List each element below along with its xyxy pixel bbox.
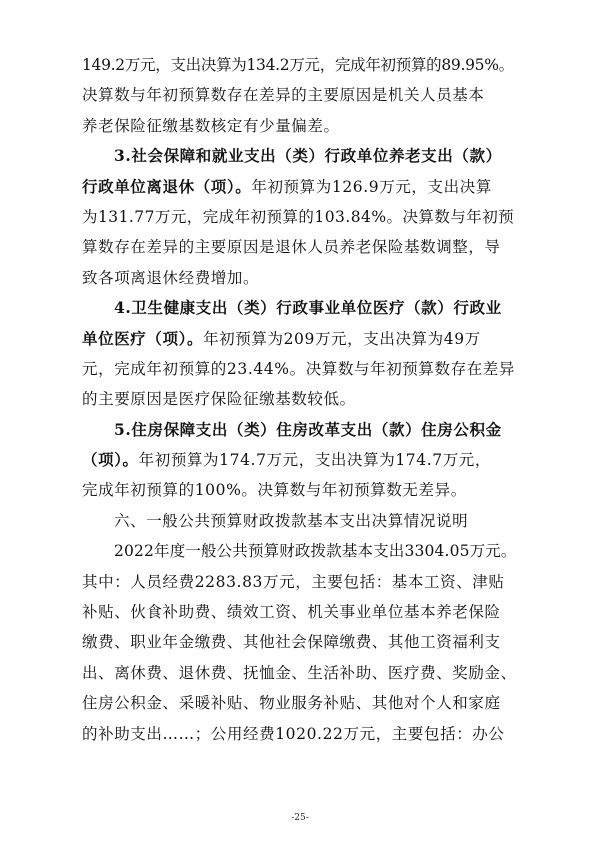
bold-text-segment: 单位医疗（项）。 xyxy=(82,328,204,348)
text-segment: 的主要原因是医疗保险征缴基数较低。 xyxy=(82,390,356,409)
bold-text-segment: 行政单位离退休（项）。 xyxy=(82,176,252,196)
text-line xyxy=(82,475,518,505)
text-segment: 缴费、职业年金缴费、其他社会保障缴费、其他工资福利支 xyxy=(82,633,501,652)
text-line xyxy=(82,415,518,445)
text-segment: 住房公积金、采暖补贴、物业服务补贴、其他对个人和家庭 xyxy=(82,694,501,713)
text-line xyxy=(82,597,518,627)
text-segment: 元，完成年初预算的23.44%。决算数与年初预算数存在差异 xyxy=(82,359,516,378)
bold-text-segment: 3.社会保障和就业支出（类）行政单位养老支出（款） xyxy=(114,146,502,166)
text-line xyxy=(82,141,518,171)
text-segment: 算数存在差异的主要原因是退休人员养老保险基数调整，导 xyxy=(82,238,501,257)
text-segment: 年初预算为174.7万元，支出决算为174.7万元， xyxy=(138,451,492,470)
text-segment: 致各项离退休经费增加。 xyxy=(82,268,260,287)
text-line xyxy=(82,263,518,293)
page-number: -25- xyxy=(291,813,309,823)
text-segment: 年初预算为126.9万元，支出决算 xyxy=(251,177,492,196)
text-line xyxy=(82,719,518,749)
text-line xyxy=(82,80,518,110)
text-line xyxy=(82,202,518,232)
text-line xyxy=(82,111,518,141)
text-segment: 补贴、伙食补助费、绩效工资、机关事业单位基本养老保险 xyxy=(82,603,501,622)
text-segment: 2022年度一般公共预算财政拨款基本支出3304.05万元。 xyxy=(114,542,517,561)
bold-text-segment: 5.住房保障支出（类）住房改革支出（款）住房公积金 xyxy=(114,419,502,439)
text-line xyxy=(82,627,518,657)
text-line xyxy=(82,658,518,688)
bold-text-segment: （项）。 xyxy=(82,450,139,470)
text-line xyxy=(82,384,518,414)
text-segment: 养老保险征缴基数核定有少量偏差。 xyxy=(82,116,340,135)
text-segment: 出、离休费、退休费、抚恤金、生活补助、医疗费、奖励金、 xyxy=(82,663,517,682)
text-segment: 完成年初预算的100%。决算数与年初预算数无差异。 xyxy=(82,481,467,500)
text-line xyxy=(82,232,518,262)
document-body xyxy=(82,50,518,749)
text-line xyxy=(82,506,518,536)
text-segment: 其中：人员经费2283.83万元，主要包括：基本工资、津贴 xyxy=(82,572,505,591)
text-line xyxy=(82,354,518,384)
text-line xyxy=(82,688,518,718)
text-segment: 六、一般公共预算财政拨款基本支出决算情况说明 xyxy=(114,511,469,530)
text-line xyxy=(82,50,518,80)
text-line xyxy=(82,172,518,202)
text-line xyxy=(82,445,518,475)
bold-text-segment: 4.卫生健康支出（类）行政事业单位医疗（款）行政业 xyxy=(114,298,502,318)
text-line xyxy=(82,293,518,323)
text-segment: 的补助支出……；公用经费1020.22万元，主要包括：办公 xyxy=(82,724,505,743)
text-segment: 149.2万元，支出决算为134.2万元，完成年初预算的89.95%。 xyxy=(82,56,514,74)
text-segment: 为131.77万元，完成年初预算的103.84%。决算数与年初预 xyxy=(82,207,515,226)
text-segment: 年初预算为209万元，支出决算为49万 xyxy=(203,329,481,348)
text-line xyxy=(82,567,518,597)
text-segment: 决算数与年初预算数存在差异的主要原因是机关人员基本 xyxy=(82,86,485,105)
text-line xyxy=(82,536,518,566)
text-line xyxy=(82,324,518,354)
